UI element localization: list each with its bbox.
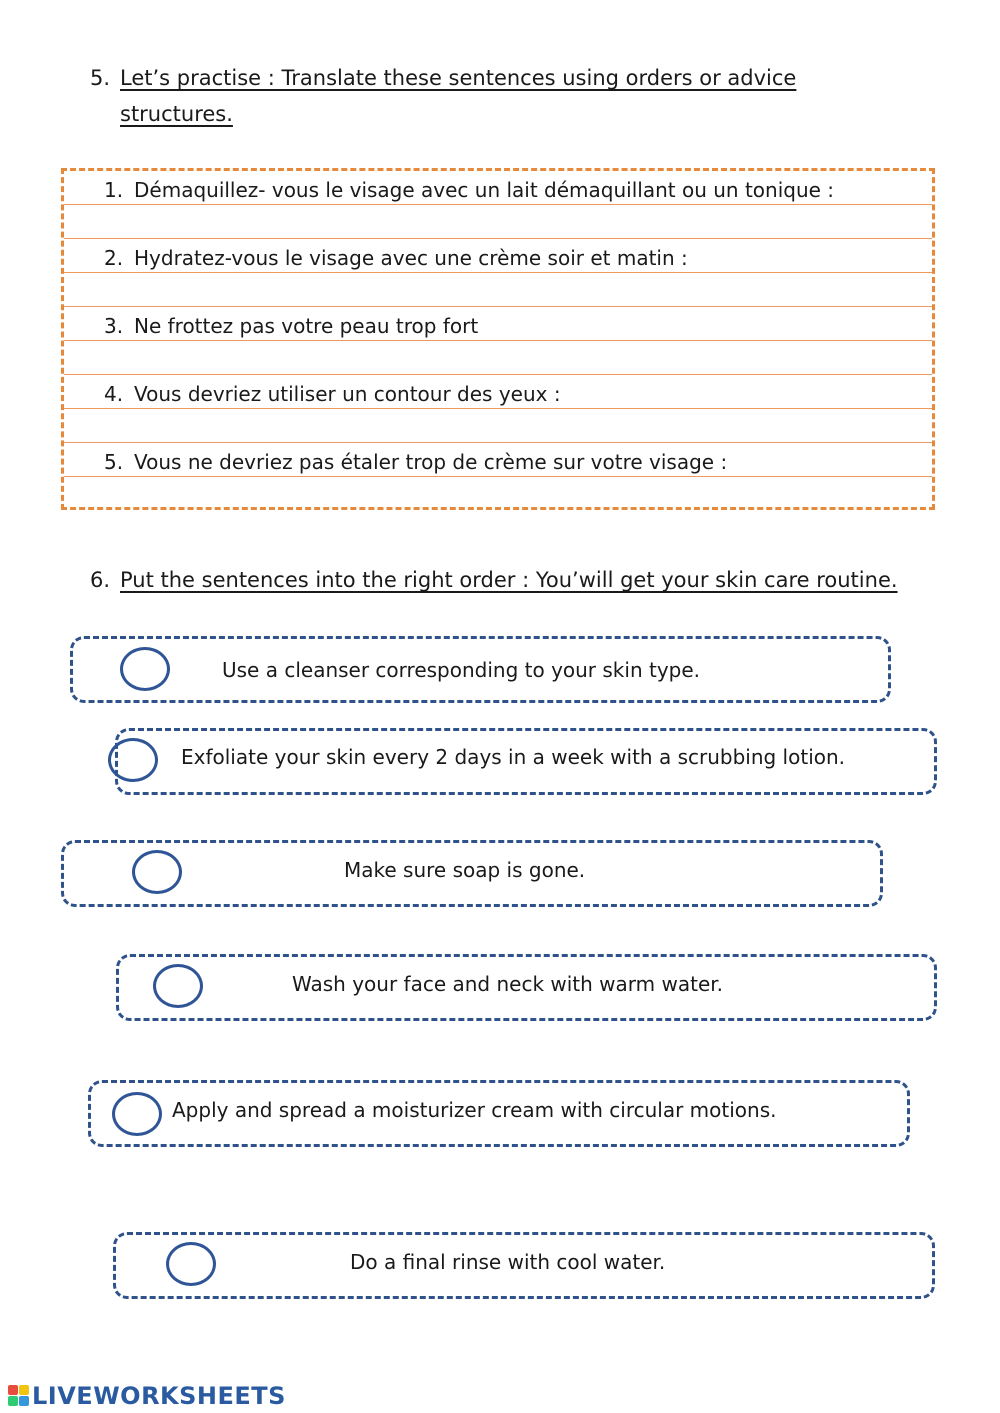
ruled-line: [64, 272, 932, 273]
section5-title-line1: Let’s practise : Translate these sentences using orders or advice: [120, 66, 797, 90]
sentence-3: [104, 313, 478, 339]
answer-input-5[interactable]: [102, 479, 922, 509]
ruled-line: [64, 306, 932, 307]
sentence-text: Vous ne devriez pas étaler trop de crème sur votre visage :: [134, 450, 728, 474]
order-circle-5[interactable]: [112, 1092, 162, 1136]
order-item-5: Apply and spread a moisturizer cream with circular motions.: [172, 1098, 777, 1122]
ruled-line: [64, 204, 932, 205]
section5-number: 5.: [90, 66, 111, 90]
section5-title-line2: structures.: [120, 102, 233, 126]
order-circle-6[interactable]: [166, 1242, 216, 1286]
sentence-4: [104, 381, 561, 407]
sentence-number: 1.: [104, 178, 124, 202]
sentence-number: 2.: [104, 246, 124, 270]
sentence-1: [104, 177, 834, 203]
section6-title: Put the sentences into the right order : You’will get your skin care routine.: [120, 568, 898, 592]
sentence-text: Démaquillez- vous le visage avec un lait démaquillant ou un tonique :: [134, 178, 835, 202]
logo-mark-icon: [8, 1385, 30, 1407]
ruled-line: [64, 374, 932, 375]
sentence-2: [104, 245, 688, 271]
order-circle-1[interactable]: [120, 647, 170, 691]
sentence-number: 4.: [104, 382, 124, 406]
sentence-number: 5.: [104, 450, 124, 474]
answer-input-4[interactable]: [102, 411, 922, 441]
sentence-5: [104, 449, 727, 475]
ruled-line: [64, 408, 932, 409]
ruled-line: [64, 238, 932, 239]
sentence-number: 3.: [104, 314, 124, 338]
ruled-line: [64, 340, 932, 341]
ruled-line: [64, 442, 932, 443]
order-item-3: Make sure soap is gone.: [344, 858, 586, 882]
logo-text: LIVEWORKSHEETS: [32, 1382, 286, 1410]
answer-input-1[interactable]: [102, 207, 922, 237]
answer-input-2[interactable]: [102, 275, 922, 305]
order-item-4: Wash your face and neck with warm water.: [292, 972, 724, 996]
order-circle-4[interactable]: [153, 964, 203, 1008]
sentence-text: Hydratez-vous le visage avec une crème soir et matin :: [134, 246, 688, 270]
section6-number: 6.: [90, 568, 111, 592]
answer-input-3[interactable]: [102, 343, 922, 373]
order-item-2: Exfoliate your skin every 2 days in a week with a scrubbing lotion.: [181, 745, 846, 769]
order-item-1: Use a cleanser corresponding to your skin type.: [222, 658, 701, 682]
order-circle-2[interactable]: [108, 738, 158, 782]
sentence-text: Ne frottez pas votre peau trop fort: [134, 314, 479, 338]
sentence-text: Vous devriez utiliser un contour des yeux :: [134, 382, 561, 406]
section5-heading: [90, 60, 796, 132]
liveworksheets-logo: [8, 1380, 286, 1412]
ruled-line: [64, 476, 932, 477]
order-circle-3[interactable]: [132, 850, 182, 894]
section6-heading: [90, 562, 898, 598]
translation-box: [61, 168, 935, 510]
order-item-6: Do a final rinse with cool water.: [350, 1250, 666, 1274]
